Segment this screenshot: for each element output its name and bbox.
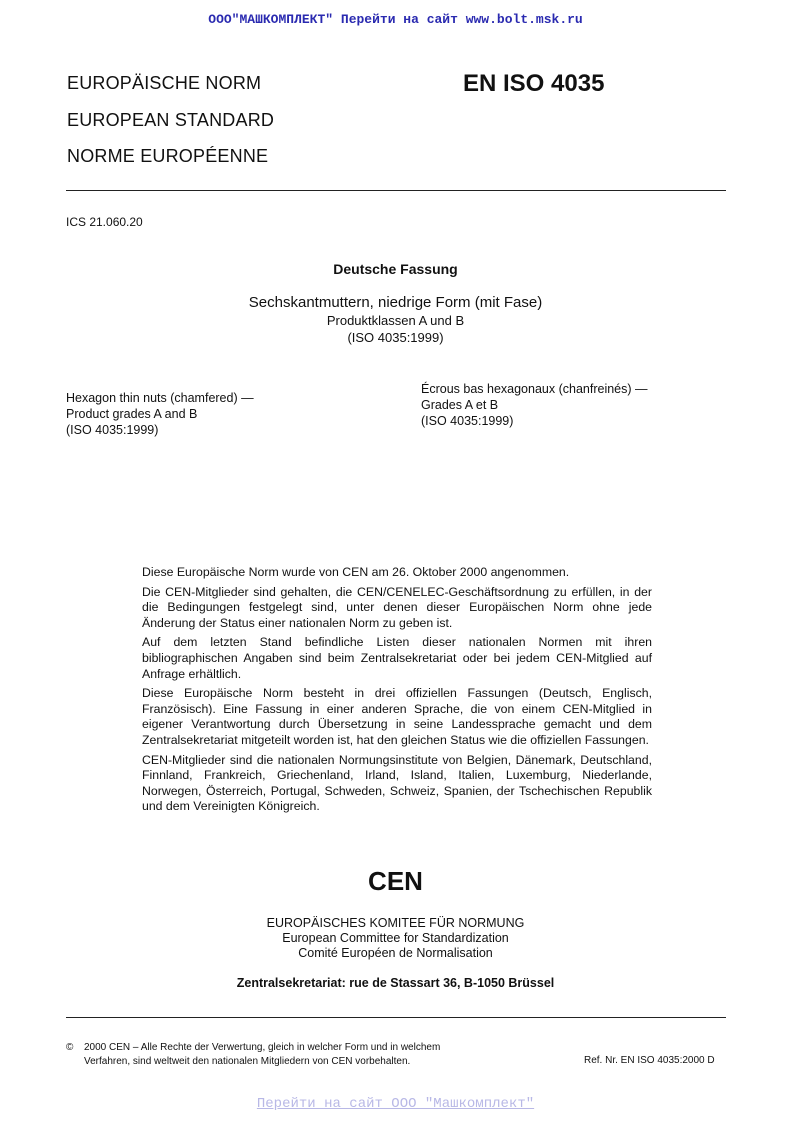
english-title (66, 390, 254, 438)
body-paragraph-members: CEN-Mitglieder sind die nationalen Normungsinstitute von Belgien, Dänemark, Deutschland, Finnland, Frankreich, Griechenland, Irland, Island, Italien, Luxemburg, Niederlande, Norwegen, Österreich, Portugal, Schweden, Schweiz, Spanien, der Tschechischen Republik und dem Vereinigten Königreich. (142, 752, 652, 814)
copyright-line1: 2000 CEN – Alle Rechte der Verwertung, gleich in welcher Form und in welchem (84, 1042, 441, 1053)
german-title-sub2: (ISO 4035:1999) (347, 330, 444, 345)
cen-logo: CEN (368, 866, 423, 896)
norm-label-fr: NORME EUROPÉENNE (67, 146, 269, 166)
top-site-link[interactable]: ООО"МАШКОМПЛЕКТ" Перейти на сайт www.bolt.msk.ru (208, 12, 583, 27)
cen-name-fr: Comité Européen de Normalisation (298, 946, 493, 960)
english-title-line2: Product grades A and B (66, 407, 198, 421)
cen-name-de: EUROPÄISCHES KOMITEE FÜR NORMUNG (266, 916, 525, 930)
norm-label-en: EUROPEAN STANDARD (67, 110, 275, 130)
language-version-title: Deutsche Fassung (333, 261, 458, 277)
copyright-symbol: © (66, 1042, 74, 1053)
english-title-line1: Hexagon thin nuts (chamfered) — (66, 391, 254, 405)
french-title-line1: Écrous bas hexagonaux (chanfreinés) — (421, 382, 648, 396)
german-title (0, 294, 791, 345)
ics-code: ICS 21.060.20 (66, 215, 143, 229)
french-title-line2: Grades A et B (421, 398, 499, 412)
body-paragraph-adoption: Diese Europäische Norm wurde von CEN am 26. Oktober 2000 angenommen. (142, 565, 570, 579)
footer-divider (66, 1017, 726, 1018)
copyright-line2: Verfahren, sind weltweit den nationalen Mitgliedern von CEN vorbehalten. (84, 1056, 411, 1067)
body-text (142, 565, 652, 819)
body-paragraph-obligations: Die CEN-Mitglieder sind gehalten, die CEN/CENELEC-Geschäftsordnung zu erfüllen, in der die Bedingungen festgelegt sind, unter denen dieser Europäischen Norm ohne jede Änderung der Status einer nationalen Norm zu geben ist. (142, 584, 652, 630)
body-paragraph-lists: Auf dem letzten Stand befindliche Listen dieser nationalen Normen mit ihren bibliographischen Angaben sind beim Zentralsekretariat oder bei jedem CEN-Mitglied auf Anfrage erhältlich. (142, 635, 652, 681)
body-paragraph-versions: Diese Europäische Norm besteht in drei offiziellen Fassungen (Deutsch, Englisch, Französisch). Eine Fassung in einer anderen Sprache, die von einem CEN-Mitglied in eigener Verantwortung durch Übersetzung in seine Landessprache gemacht und dem Zentralsekretariat mitgeteilt worden ist, hat den gleichen Status wie die offiziellen Fassungen. (142, 686, 652, 747)
bottom-site-link[interactable]: Перейти на сайт ООО "Машкомплект" (256, 1096, 535, 1112)
french-title-line3: (ISO 4035:1999) (421, 414, 514, 428)
cen-name-en: European Committee for Standardization (282, 931, 509, 945)
copyright-notice (66, 1041, 440, 1069)
german-title-main: Sechskantmuttern, niedrige Form (mit Fase) (248, 294, 543, 311)
cen-headquarters: Zentralsekretariat: rue de Stassart 36, B-1050 Brüssel (236, 976, 555, 990)
norm-label-de: EUROPÄISCHE NORM (67, 73, 262, 93)
english-title-line3: (ISO 4035:1999) (66, 423, 159, 437)
header-divider (66, 190, 726, 191)
cen-names (0, 916, 791, 960)
french-title (421, 381, 648, 429)
reference-number: Ref. Nr. EN ISO 4035:2000 D (584, 1055, 715, 1066)
standard-number: EN ISO 4035 (463, 70, 605, 97)
german-title-sub1: Produktklassen A und B (326, 313, 465, 328)
